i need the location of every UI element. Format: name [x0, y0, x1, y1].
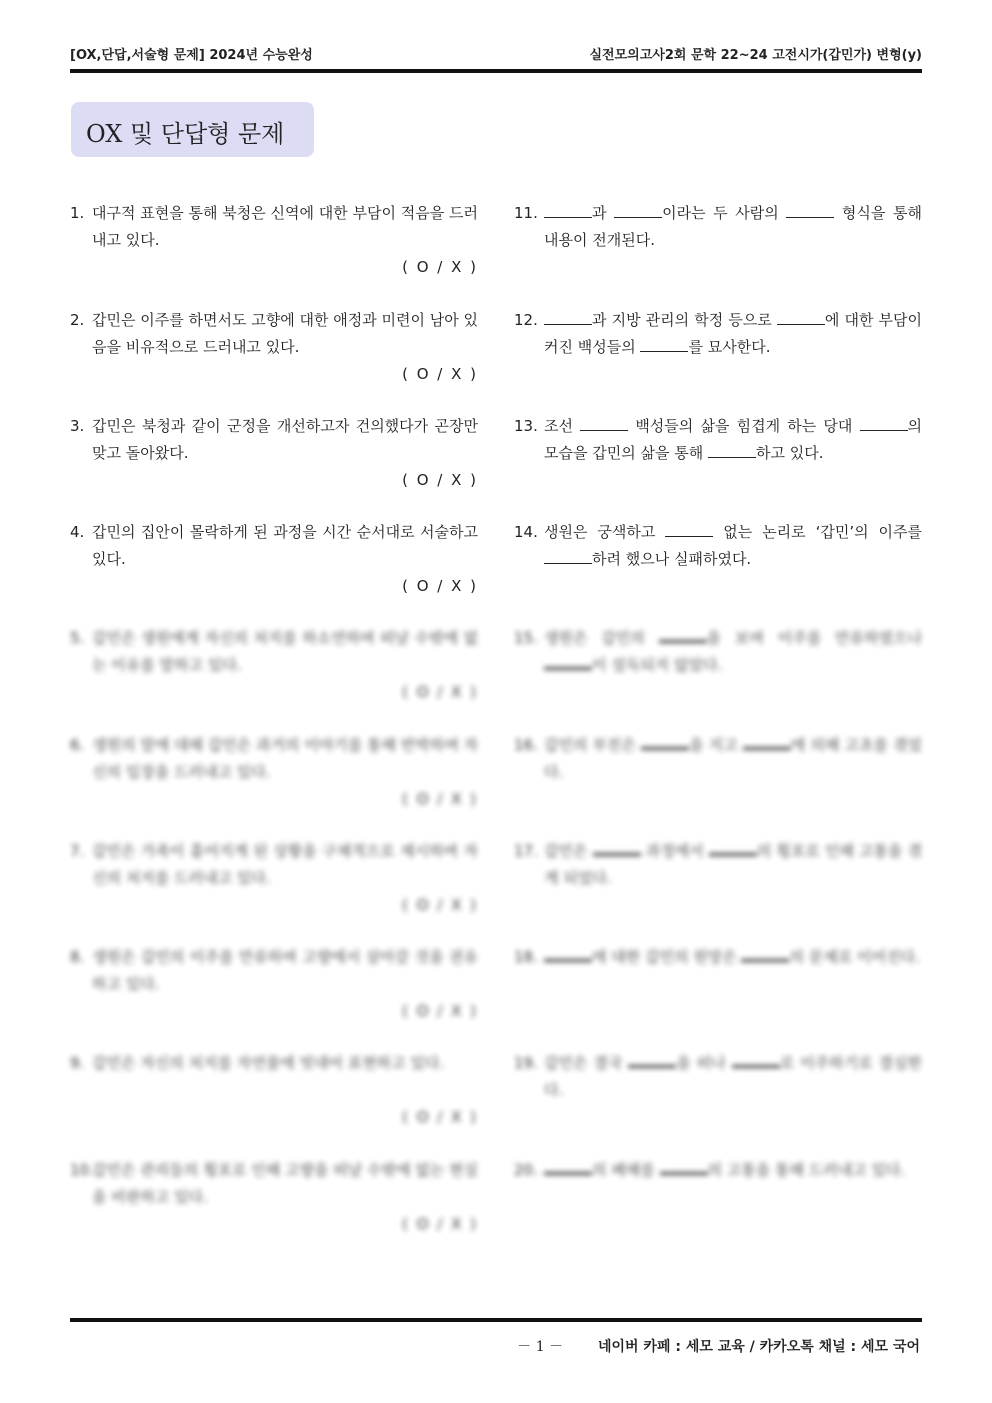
- question-text: [544, 625, 922, 679]
- ox-choice[interactable]: ( O / X ): [402, 1002, 478, 1020]
- question-number: 8.: [70, 948, 85, 966]
- question-text: [544, 307, 922, 361]
- question-number: 20.: [514, 1161, 538, 1179]
- ox-choice[interactable]: ( O / X ): [402, 1215, 478, 1233]
- short-answer-question: [514, 1157, 922, 1184]
- footer-divider: [70, 1318, 922, 1322]
- section-title: OX 및 단답형 문제: [86, 120, 285, 148]
- question-number: 12.: [514, 311, 538, 329]
- short-answer-question: [514, 838, 922, 892]
- question-text-part: 의 횡포로 인해 고통을 겪게 되었다.: [544, 842, 922, 887]
- ox-question: [70, 519, 478, 595]
- answer-blank[interactable]: [777, 310, 825, 325]
- ox-question: [70, 413, 478, 489]
- question-text: [544, 838, 922, 892]
- ox-choice[interactable]: ( O / X ): [402, 683, 478, 701]
- short-answer-question: [514, 1050, 922, 1104]
- short-answer-question: [514, 307, 922, 361]
- question-text-part: 의 고통을 통해 드러내고 있다.: [707, 1161, 906, 1179]
- question-text-part: 의 문제로 이어진다.: [789, 948, 920, 966]
- question-number: 15.: [514, 629, 538, 647]
- question-text: [544, 732, 922, 786]
- question-text: 갑민은 생원에게 자신의 처지를 하소연하며 떠날 수밖에 없는 이유를 말하고 있다.: [92, 629, 478, 674]
- answer-blank[interactable]: [580, 416, 628, 431]
- question-text: 갑민은 자신의 처지를 자연물에 빗대어 표현하고 있다.: [92, 1054, 445, 1072]
- answer-blank[interactable]: [732, 1051, 780, 1068]
- question-text: 대구적 표현을 통해 북청은 신역에 대한 부담이 적음을 드러내고 있다.: [92, 204, 478, 249]
- footer-text: 네이버 카페 : 세모 교육 / 카카오톡 채널 : 세모 국어: [597, 1339, 920, 1355]
- question-text: [544, 413, 922, 467]
- answer-blank[interactable]: [544, 653, 592, 670]
- question-text: 갑민은 이주를 하면서도 고향에 대한 애정과 미련이 남아 있음을 비유적으로 드러내고 있다.: [92, 311, 478, 356]
- question-number: 5.: [70, 629, 85, 647]
- section-title-box: [71, 102, 314, 157]
- answer-blank[interactable]: [860, 416, 908, 431]
- question-text-part: 을 보며 이주를 만류하였으나: [706, 629, 922, 647]
- answer-blank[interactable]: [665, 522, 713, 537]
- question-text-part: 갑민의 부친은: [544, 736, 642, 754]
- question-number: 10.: [70, 1161, 94, 1179]
- ox-question: [70, 1157, 478, 1233]
- short-answer-question: [514, 200, 922, 254]
- question-text-part: 조선: [544, 417, 581, 435]
- question-text-part: 갑민은 결국: [544, 1054, 629, 1072]
- question-number: 14.: [514, 523, 538, 541]
- question-number: 2.: [70, 311, 85, 329]
- question-text-part: 에 대한 갑민의 원망은: [592, 948, 742, 966]
- answer-blank[interactable]: [544, 310, 592, 325]
- question-text-part: 형식을 통해 내용이 전개된다.: [544, 204, 922, 249]
- question-text-part: 없는 논리로 ‘갑민’의 이주를: [713, 523, 922, 541]
- ox-question: [70, 838, 478, 914]
- header-left: [OX,단답,서술형 문제] 2024년 수능완성: [70, 48, 313, 63]
- answer-blank[interactable]: [741, 945, 789, 962]
- question-text-part: 을 떠나: [676, 1054, 732, 1072]
- answer-blank[interactable]: [786, 203, 834, 218]
- question-text-part: 갑민은: [544, 842, 593, 860]
- question-text: [544, 1157, 922, 1184]
- question-text: [544, 200, 922, 254]
- answer-blank[interactable]: [544, 549, 592, 564]
- question-number: 6.: [70, 736, 85, 754]
- question-text-part: 의 폐해를: [592, 1161, 660, 1179]
- ox-question: [70, 625, 478, 701]
- question-text: 갑민은 북청과 같이 군정을 개선하고자 건의했다가 곤장만 맞고 돌아왔다.: [92, 417, 478, 462]
- question-text-part: 이 설득되지 않았다.: [592, 656, 723, 674]
- question-text-part: 백성들의 삶을 힘겹게 하는 당대: [628, 417, 860, 435]
- question-text-part: 이라는 두 사람의: [662, 204, 787, 222]
- question-text-part: 로 이주하기로 결심한다.: [544, 1054, 922, 1099]
- question-number: 19.: [514, 1054, 538, 1072]
- question-number: 18.: [514, 948, 538, 966]
- question-number: 11.: [514, 204, 538, 222]
- header-right: 실전모의고사2회 문학 22~24 고전시가(갑민가) 변형(y): [589, 48, 922, 63]
- question-text-part: 생원은 궁색하고: [544, 523, 666, 541]
- answer-blank[interactable]: [708, 443, 756, 458]
- ox-choice[interactable]: ( O / X ): [402, 790, 478, 808]
- question-text: [544, 944, 922, 971]
- question-number: 13.: [514, 417, 538, 435]
- answer-blank[interactable]: [709, 839, 757, 856]
- question-text: 생원의 말에 대해 갑민은 과거의 이야기를 통해 반박하며 자신의 입장을 드러내고 있다.: [92, 736, 478, 781]
- question-text-part: 과 지방 관리의 학정 등으로: [592, 311, 777, 329]
- question-text-part: 를 묘사한다.: [688, 338, 771, 356]
- short-answer-question: [514, 519, 922, 573]
- question-text-part: 의 모습을 갑민의 삶을 통해: [544, 417, 923, 462]
- answer-blank[interactable]: [743, 733, 791, 750]
- question-text-part: 과정에서: [640, 842, 709, 860]
- question-text: 갑민의 집안이 몰락하게 된 과정을 시간 순서대로 서술하고 있다.: [92, 523, 478, 568]
- question-number: 17.: [514, 842, 538, 860]
- question-text: 갑민은 관리들의 횡포로 인해 고향을 떠날 수밖에 없는 현실을 비판하고 있다.: [92, 1161, 478, 1206]
- answer-blank[interactable]: [660, 1158, 708, 1175]
- question-number: 1.: [70, 204, 85, 222]
- ox-choice[interactable]: ( O / X ): [402, 1108, 478, 1126]
- question-number: 9.: [70, 1054, 85, 1072]
- page-number: － 1 －: [517, 1339, 564, 1355]
- ox-choice[interactable]: ( O / X ): [402, 471, 478, 489]
- question-text-part: 생원은 갑민의: [544, 629, 659, 647]
- answer-blank[interactable]: [614, 203, 662, 218]
- question-text: [544, 1050, 922, 1104]
- question-text-part: 하고 있다.: [755, 444, 824, 462]
- question-text: [544, 519, 922, 573]
- question-text-part: 을 지고: [689, 736, 743, 754]
- ox-question: [70, 944, 478, 1020]
- short-answer-question: [514, 944, 922, 971]
- ox-choice[interactable]: ( O / X ): [402, 577, 478, 595]
- ox-question: [70, 1050, 478, 1126]
- question-text-part: 하려 했으나 실패하였다.: [592, 550, 752, 568]
- question-number: 4.: [70, 523, 85, 541]
- answer-blank[interactable]: [640, 337, 688, 352]
- answer-blank[interactable]: [593, 839, 641, 856]
- answer-blank[interactable]: [544, 945, 592, 962]
- ox-choice[interactable]: ( O / X ): [402, 365, 478, 383]
- question-text-part: 에 의해 고초를 겪었다.: [544, 736, 922, 781]
- question-number: 16.: [514, 736, 538, 754]
- answer-blank[interactable]: [544, 203, 592, 218]
- answer-blank[interactable]: [641, 733, 689, 750]
- ox-question: [70, 307, 478, 383]
- page-header: [70, 44, 922, 64]
- answer-blank[interactable]: [659, 626, 707, 643]
- page-footer: [517, 1336, 920, 1356]
- question-text: 갑민은 가족이 흩어지게 된 상황을 구체적으로 제시하며 자신의 처지를 드러내고 있다.: [92, 842, 478, 887]
- answer-blank[interactable]: [544, 1158, 592, 1175]
- question-text-part: 과: [592, 204, 615, 222]
- header-divider: [70, 69, 922, 73]
- question-text-part: 에 대한 부담이 커진 백성들의: [544, 311, 923, 356]
- question-number: 3.: [70, 417, 85, 435]
- ox-question: [70, 732, 478, 808]
- question-number: 7.: [70, 842, 85, 860]
- ox-question: [70, 200, 478, 276]
- ox-choice[interactable]: ( O / X ): [402, 258, 478, 276]
- short-answer-question: [514, 413, 922, 467]
- question-text: 생원은 갑민의 이주를 만류하며 고향에서 살아갈 것을 권유하고 있다.: [92, 948, 478, 993]
- short-answer-question: [514, 732, 922, 786]
- ox-choice[interactable]: ( O / X ): [402, 896, 478, 914]
- short-answer-question: [514, 625, 922, 679]
- answer-blank[interactable]: [628, 1051, 676, 1068]
